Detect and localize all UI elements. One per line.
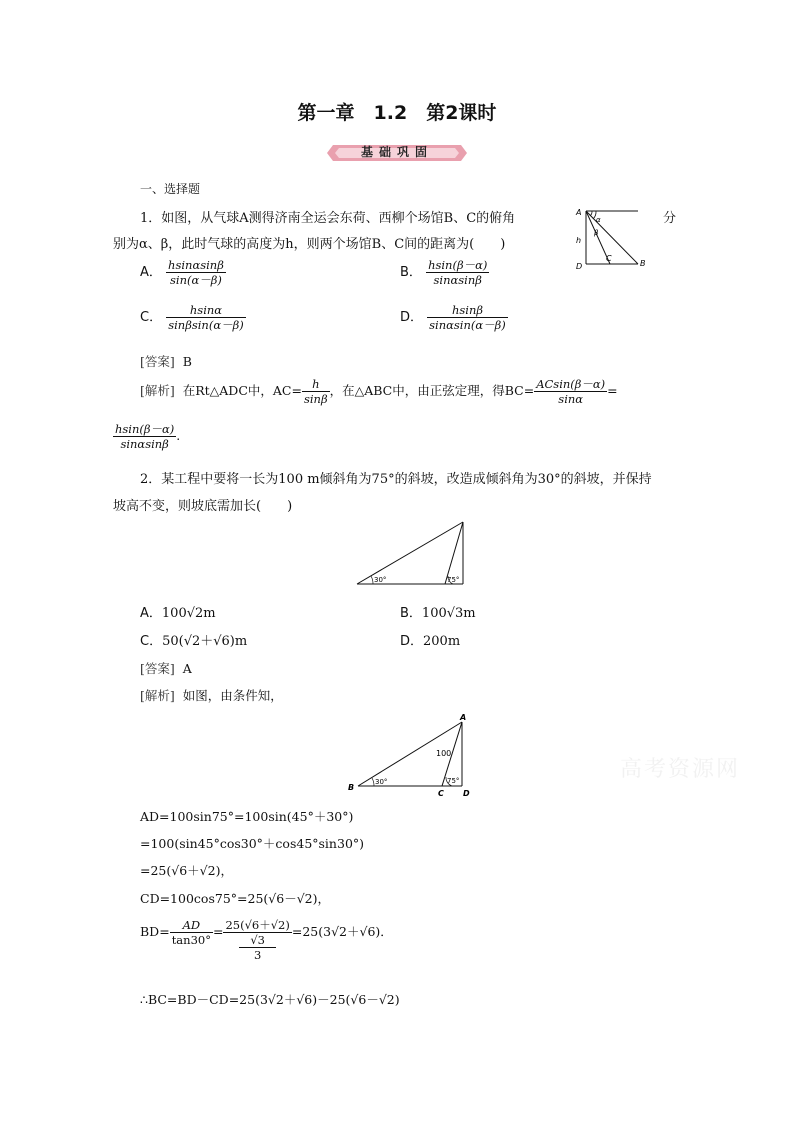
q2-option-d: D．200m — [400, 634, 461, 649]
q2-figure-2 — [344, 712, 476, 798]
q1-fig-label-d: D — [576, 262, 583, 271]
q1-fig-label-alpha: α — [596, 216, 601, 224]
q2-answer: [答案] A — [140, 661, 192, 676]
q2-bd-equation: BD= $\frac{AD}{\tan 30^\circ}$ = 25(√6＋√2) √3 3 =25(3√2＋√6)． — [140, 918, 393, 962]
q2-option-b: B．100√3m — [400, 606, 476, 621]
q2-fig1-angle-75: 75° — [447, 576, 460, 584]
q1-text-line1: 1．如图，从气球A测得济南全运会东荷、西柳个场馆B、C的俯角 — [140, 211, 516, 226]
q1-option-b: B． $\frac{hsin(\beta-\alpha)}{\sin\alpha\sin\beta}$ — [400, 258, 488, 287]
q1-fig-label-h: h — [576, 236, 582, 245]
q2-text-line2: 坡高不变，则坡底需加长( ) — [113, 499, 293, 514]
q1-fig-label-b: B — [640, 259, 646, 268]
q1-text-tail: 分 — [663, 211, 677, 226]
q1-option-a: A． $\frac{hsin\alpha\sin\beta}{\sin(\alpha-\beta)}$ — [140, 258, 224, 287]
q2-figure-1 — [355, 518, 470, 588]
q1-fig-label-a: A — [576, 208, 582, 217]
q2-final-step: ∴BC=BD－CD=25(3√2＋√6)－25(√6－√2) — [140, 992, 400, 1007]
q2-step-2: =100(sin45°cos30°＋cos45°sin30°) — [140, 836, 365, 851]
q2-fig2-label-c: C — [438, 789, 444, 798]
banner-text: 基础巩固 — [360, 145, 433, 159]
q1-option-c: C． $\frac{hsin\alpha}{\sin\beta\sin(\alpha-\beta)}$ — [140, 303, 244, 332]
section-heading: 一、选择题 — [140, 182, 201, 196]
q2-option-c: C．50(√2＋√6)m — [140, 634, 248, 649]
q2-fig1-angle-30: 30° — [374, 576, 387, 584]
q2-step-1: AD=100sin75°=100sin(45°＋30°) — [140, 809, 354, 824]
page-title: 第一章 1.2 第2课时 — [297, 102, 497, 124]
q1-answer: [答案] B — [140, 354, 192, 369]
q2-step-4: CD=100cos75°=25(√6－√2)， — [140, 891, 330, 906]
q2-step-3: =25(√6＋√2)， — [140, 863, 233, 878]
q2-fig2-label-a: A — [460, 713, 467, 722]
q1-fig-label-c: C — [606, 254, 612, 263]
q2-option-a: A．100√2m — [140, 606, 216, 621]
q1-analysis-cont: $\frac{hsin(\beta-\alpha)}{\sin\alpha\sin\beta}$ . — [115, 422, 181, 451]
q2-fig2-angle-75: 75° — [447, 777, 460, 785]
q2-fig2-label-d: D — [463, 789, 470, 798]
q2-text-line1: 2．某工程中要将一长为100 m倾斜角为75°的斜坡，改造成倾斜角为30°的斜坡，并保持 — [140, 472, 652, 487]
q2-analysis: [解析] 如图，由条件知， — [140, 688, 283, 703]
q2-fig2-angle-30: 30° — [375, 778, 388, 786]
q1-figure — [572, 204, 652, 274]
q2-fig2-length: 100 — [436, 749, 452, 758]
q1-fig-label-beta: β — [594, 229, 599, 237]
q2-fig2-label-b: B — [348, 783, 355, 792]
watermark: 高考资源网 — [620, 757, 741, 782]
q1-option-d: D． $\frac{hsin\beta}{\sin\alpha\sin(\alpha-\beta)}$ — [400, 303, 506, 332]
q1-text-line2: 别为α、β，此时气球的高度为h，则两个场馆B、C间的距离为( ) — [113, 237, 506, 252]
q1-analysis: [解析] 在Rt△ADC中，AC= $\frac{h}{\sin\beta}$ ，在△ABC中，由正弦定理，得BC= $\frac{ACsin(\beta-\alpha)}{\sin\alpha}$ = — [140, 377, 618, 406]
